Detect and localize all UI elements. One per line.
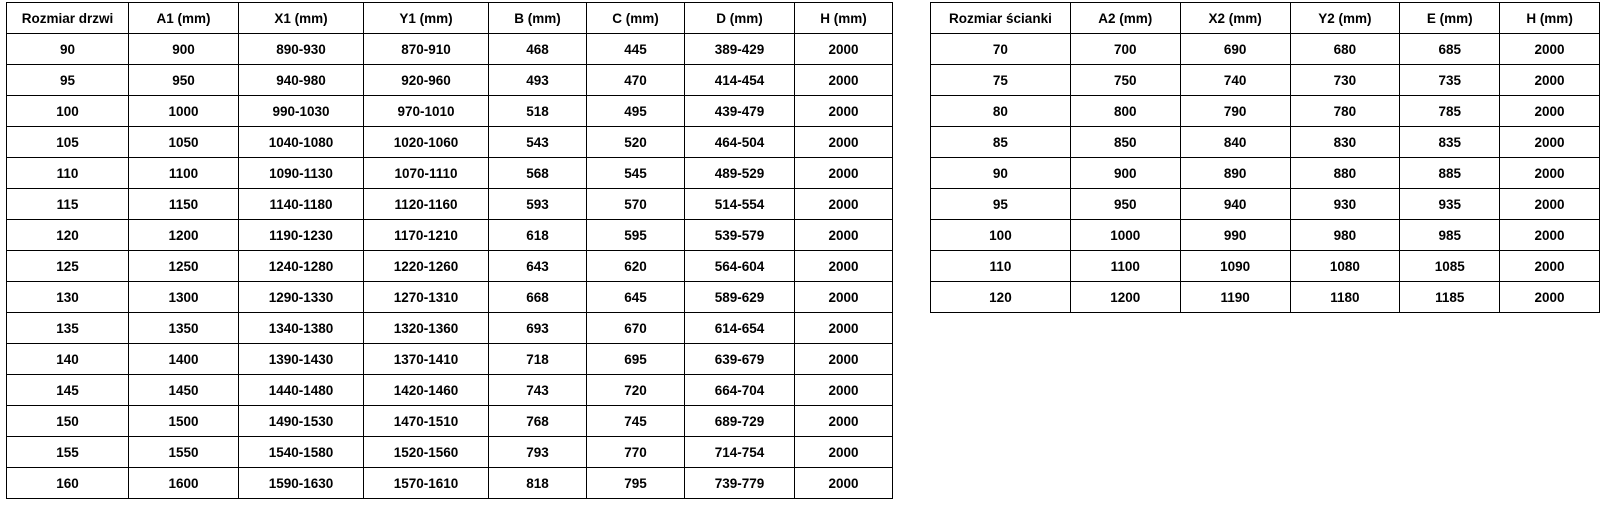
doors-cell: 1520-1560 <box>364 437 489 468</box>
walls-cell: 985 <box>1400 220 1500 251</box>
doors-cell: 990-1030 <box>239 96 364 127</box>
walls-cell: 2000 <box>1500 189 1600 220</box>
doors-column-header: A1 (mm) <box>129 3 239 34</box>
doors-cell: 120 <box>7 220 129 251</box>
doors-cell: 2000 <box>795 375 893 406</box>
walls-cell: 800 <box>1070 96 1180 127</box>
doors-cell: 770 <box>587 437 685 468</box>
table-row <box>7 468 893 499</box>
doors-cell: 1370-1410 <box>364 344 489 375</box>
doors-cell: 2000 <box>795 251 893 282</box>
walls-cell: 1000 <box>1070 220 1180 251</box>
doors-cell: 2000 <box>795 406 893 437</box>
doors-cell: 539-579 <box>685 220 795 251</box>
doors-cell: 950 <box>129 65 239 96</box>
doors-cell: 470 <box>587 65 685 96</box>
walls-cell: 2000 <box>1500 96 1600 127</box>
doors-cell: 639-679 <box>685 344 795 375</box>
doors-cell: 1350 <box>129 313 239 344</box>
doors-cell: 2000 <box>795 468 893 499</box>
walls-cell: 75 <box>931 65 1071 96</box>
doors-cell: 1200 <box>129 220 239 251</box>
doors-cell: 2000 <box>795 189 893 220</box>
doors-cell: 1590-1630 <box>239 468 364 499</box>
walls-cell: 1200 <box>1070 282 1180 313</box>
doors-cell: 564-604 <box>685 251 795 282</box>
doors-cell: 920-960 <box>364 65 489 96</box>
doors-cell: 745 <box>587 406 685 437</box>
doors-column-header: B (mm) <box>489 3 587 34</box>
doors-cell: 739-779 <box>685 468 795 499</box>
doors-column-header: C (mm) <box>587 3 685 34</box>
doors-column-header: X1 (mm) <box>239 3 364 34</box>
table-row <box>7 406 893 437</box>
table-row <box>7 189 893 220</box>
doors-cell: 445 <box>587 34 685 65</box>
doors-cell: 940-980 <box>239 65 364 96</box>
doors-cell: 1390-1430 <box>239 344 364 375</box>
walls-dimensions-table-container <box>930 2 1600 313</box>
walls-cell: 2000 <box>1500 282 1600 313</box>
table-row <box>7 344 893 375</box>
doors-cell: 1000 <box>129 96 239 127</box>
walls-cell: 850 <box>1070 127 1180 158</box>
doors-cell: 2000 <box>795 65 893 96</box>
doors-cell: 1550 <box>129 437 239 468</box>
doors-cell: 489-529 <box>685 158 795 189</box>
doors-cell: 890-930 <box>239 34 364 65</box>
doors-cell: 1090-1130 <box>239 158 364 189</box>
walls-cell: 1100 <box>1070 251 1180 282</box>
doors-cell: 1220-1260 <box>364 251 489 282</box>
doors-cell: 618 <box>489 220 587 251</box>
walls-cell: 110 <box>931 251 1071 282</box>
doors-cell: 150 <box>7 406 129 437</box>
doors-cell: 570 <box>587 189 685 220</box>
table-row <box>7 251 893 282</box>
walls-cell: 735 <box>1400 65 1500 96</box>
doors-cell: 389-429 <box>685 34 795 65</box>
table-row <box>7 282 893 313</box>
doors-cell: 1050 <box>129 127 239 158</box>
doors-cell: 720 <box>587 375 685 406</box>
doors-cell: 643 <box>489 251 587 282</box>
doors-cell: 2000 <box>795 282 893 313</box>
doors-cell: 468 <box>489 34 587 65</box>
walls-dimensions-table <box>930 2 1600 313</box>
doors-dimensions-table <box>6 2 893 499</box>
walls-cell: 930 <box>1290 189 1400 220</box>
table-row <box>7 127 893 158</box>
walls-cell: 120 <box>931 282 1071 313</box>
doors-cell: 155 <box>7 437 129 468</box>
doors-cell: 1120-1160 <box>364 189 489 220</box>
doors-cell: 1190-1230 <box>239 220 364 251</box>
walls-column-header: Y2 (mm) <box>1290 3 1400 34</box>
walls-cell: 880 <box>1290 158 1400 189</box>
walls-cell: 685 <box>1400 34 1500 65</box>
walls-cell: 740 <box>1180 65 1290 96</box>
doors-cell: 1490-1530 <box>239 406 364 437</box>
doors-cell: 1020-1060 <box>364 127 489 158</box>
doors-cell: 1070-1110 <box>364 158 489 189</box>
table-row <box>931 96 1600 127</box>
doors-cell: 1450 <box>129 375 239 406</box>
doors-cell: 1470-1510 <box>364 406 489 437</box>
walls-cell: 730 <box>1290 65 1400 96</box>
table-header-row <box>931 3 1600 34</box>
doors-cell: 1540-1580 <box>239 437 364 468</box>
walls-cell: 750 <box>1070 65 1180 96</box>
table-row <box>931 127 1600 158</box>
table-row <box>931 282 1600 313</box>
walls-cell: 690 <box>1180 34 1290 65</box>
table-row <box>7 34 893 65</box>
doors-cell: 2000 <box>795 158 893 189</box>
doors-cell: 543 <box>489 127 587 158</box>
doors-cell: 518 <box>489 96 587 127</box>
walls-cell: 885 <box>1400 158 1500 189</box>
doors-cell: 695 <box>587 344 685 375</box>
doors-cell: 595 <box>587 220 685 251</box>
doors-cell: 1250 <box>129 251 239 282</box>
walls-cell: 990 <box>1180 220 1290 251</box>
doors-cell: 439-479 <box>685 96 795 127</box>
doors-cell: 718 <box>489 344 587 375</box>
walls-cell: 85 <box>931 127 1071 158</box>
walls-cell: 1080 <box>1290 251 1400 282</box>
walls-cell: 780 <box>1290 96 1400 127</box>
doors-cell: 464-504 <box>685 127 795 158</box>
walls-cell: 890 <box>1180 158 1290 189</box>
doors-cell: 589-629 <box>685 282 795 313</box>
walls-cell: 90 <box>931 158 1071 189</box>
doors-cell: 1400 <box>129 344 239 375</box>
walls-cell: 100 <box>931 220 1071 251</box>
doors-cell: 160 <box>7 468 129 499</box>
doors-cell: 2000 <box>795 220 893 251</box>
doors-cell: 90 <box>7 34 129 65</box>
walls-cell: 835 <box>1400 127 1500 158</box>
doors-cell: 514-554 <box>685 189 795 220</box>
doors-dimensions-table-container <box>6 2 893 499</box>
doors-cell: 95 <box>7 65 129 96</box>
walls-cell: 1090 <box>1180 251 1290 282</box>
walls-cell: 2000 <box>1500 158 1600 189</box>
walls-cell: 2000 <box>1500 127 1600 158</box>
doors-cell: 414-454 <box>685 65 795 96</box>
walls-cell: 2000 <box>1500 65 1600 96</box>
doors-cell: 668 <box>489 282 587 313</box>
doors-cell: 100 <box>7 96 129 127</box>
walls-cell: 700 <box>1070 34 1180 65</box>
doors-cell: 2000 <box>795 127 893 158</box>
doors-cell: 2000 <box>795 344 893 375</box>
table-row <box>931 220 1600 251</box>
doors-cell: 1320-1360 <box>364 313 489 344</box>
doors-cell: 693 <box>489 313 587 344</box>
walls-cell: 2000 <box>1500 251 1600 282</box>
walls-cell: 840 <box>1180 127 1290 158</box>
table-row <box>7 65 893 96</box>
doors-column-header: H (mm) <box>795 3 893 34</box>
table-row <box>931 251 1600 282</box>
table-row <box>7 313 893 344</box>
walls-cell: 1190 <box>1180 282 1290 313</box>
doors-column-header: Y1 (mm) <box>364 3 489 34</box>
table-row <box>931 158 1600 189</box>
doors-cell: 1440-1480 <box>239 375 364 406</box>
doors-cell: 1600 <box>129 468 239 499</box>
doors-cell: 620 <box>587 251 685 282</box>
doors-cell: 1290-1330 <box>239 282 364 313</box>
table-row <box>7 96 893 127</box>
doors-cell: 900 <box>129 34 239 65</box>
walls-column-header: X2 (mm) <box>1180 3 1290 34</box>
walls-cell: 950 <box>1070 189 1180 220</box>
doors-cell: 689-729 <box>685 406 795 437</box>
walls-cell: 785 <box>1400 96 1500 127</box>
doors-cell: 1270-1310 <box>364 282 489 313</box>
doors-cell: 130 <box>7 282 129 313</box>
doors-cell: 115 <box>7 189 129 220</box>
walls-cell: 70 <box>931 34 1071 65</box>
doors-cell: 645 <box>587 282 685 313</box>
walls-column-header: A2 (mm) <box>1070 3 1180 34</box>
walls-table-body <box>931 34 1600 313</box>
table-header-row <box>7 3 893 34</box>
doors-cell: 110 <box>7 158 129 189</box>
doors-cell: 125 <box>7 251 129 282</box>
doors-cell: 593 <box>489 189 587 220</box>
table-row <box>931 34 1600 65</box>
walls-cell: 1185 <box>1400 282 1500 313</box>
table-row <box>7 220 893 251</box>
table-row <box>7 158 893 189</box>
doors-cell: 1340-1380 <box>239 313 364 344</box>
doors-column-header: Rozmiar drzwi <box>7 3 129 34</box>
walls-column-header: Rozmiar ścianki <box>931 3 1071 34</box>
walls-column-header: E (mm) <box>1400 3 1500 34</box>
table-row <box>7 375 893 406</box>
walls-cell: 940 <box>1180 189 1290 220</box>
walls-column-header: H (mm) <box>1500 3 1600 34</box>
doors-column-header: D (mm) <box>685 3 795 34</box>
doors-cell: 2000 <box>795 437 893 468</box>
doors-cell: 743 <box>489 375 587 406</box>
doors-cell: 1150 <box>129 189 239 220</box>
walls-cell: 935 <box>1400 189 1500 220</box>
doors-cell: 970-1010 <box>364 96 489 127</box>
walls-cell: 95 <box>931 189 1071 220</box>
walls-cell: 680 <box>1290 34 1400 65</box>
table-row <box>931 65 1600 96</box>
doors-cell: 1170-1210 <box>364 220 489 251</box>
doors-cell: 2000 <box>795 313 893 344</box>
doors-cell: 795 <box>587 468 685 499</box>
table-row <box>7 437 893 468</box>
doors-cell: 870-910 <box>364 34 489 65</box>
walls-cell: 2000 <box>1500 34 1600 65</box>
walls-cell: 1180 <box>1290 282 1400 313</box>
doors-cell: 520 <box>587 127 685 158</box>
doors-table-head <box>7 3 893 34</box>
doors-cell: 495 <box>587 96 685 127</box>
doors-cell: 493 <box>489 65 587 96</box>
doors-cell: 1300 <box>129 282 239 313</box>
doors-cell: 1100 <box>129 158 239 189</box>
doors-cell: 545 <box>587 158 685 189</box>
doors-cell: 714-754 <box>685 437 795 468</box>
doors-cell: 1040-1080 <box>239 127 364 158</box>
walls-cell: 830 <box>1290 127 1400 158</box>
doors-cell: 568 <box>489 158 587 189</box>
doors-cell: 670 <box>587 313 685 344</box>
doors-cell: 768 <box>489 406 587 437</box>
doors-cell: 2000 <box>795 34 893 65</box>
doors-cell: 145 <box>7 375 129 406</box>
doors-cell: 135 <box>7 313 129 344</box>
doors-cell: 1240-1280 <box>239 251 364 282</box>
doors-cell: 1140-1180 <box>239 189 364 220</box>
walls-cell: 2000 <box>1500 220 1600 251</box>
doors-cell: 1420-1460 <box>364 375 489 406</box>
doors-cell: 105 <box>7 127 129 158</box>
doors-cell: 2000 <box>795 96 893 127</box>
doors-cell: 664-704 <box>685 375 795 406</box>
doors-table-body <box>7 34 893 499</box>
walls-cell: 80 <box>931 96 1071 127</box>
doors-cell: 818 <box>489 468 587 499</box>
doors-cell: 614-654 <box>685 313 795 344</box>
walls-table-head <box>931 3 1600 34</box>
walls-cell: 1085 <box>1400 251 1500 282</box>
doors-cell: 793 <box>489 437 587 468</box>
doors-cell: 1570-1610 <box>364 468 489 499</box>
walls-cell: 980 <box>1290 220 1400 251</box>
doors-cell: 140 <box>7 344 129 375</box>
walls-cell: 790 <box>1180 96 1290 127</box>
table-row <box>931 189 1600 220</box>
walls-cell: 900 <box>1070 158 1180 189</box>
doors-cell: 1500 <box>129 406 239 437</box>
